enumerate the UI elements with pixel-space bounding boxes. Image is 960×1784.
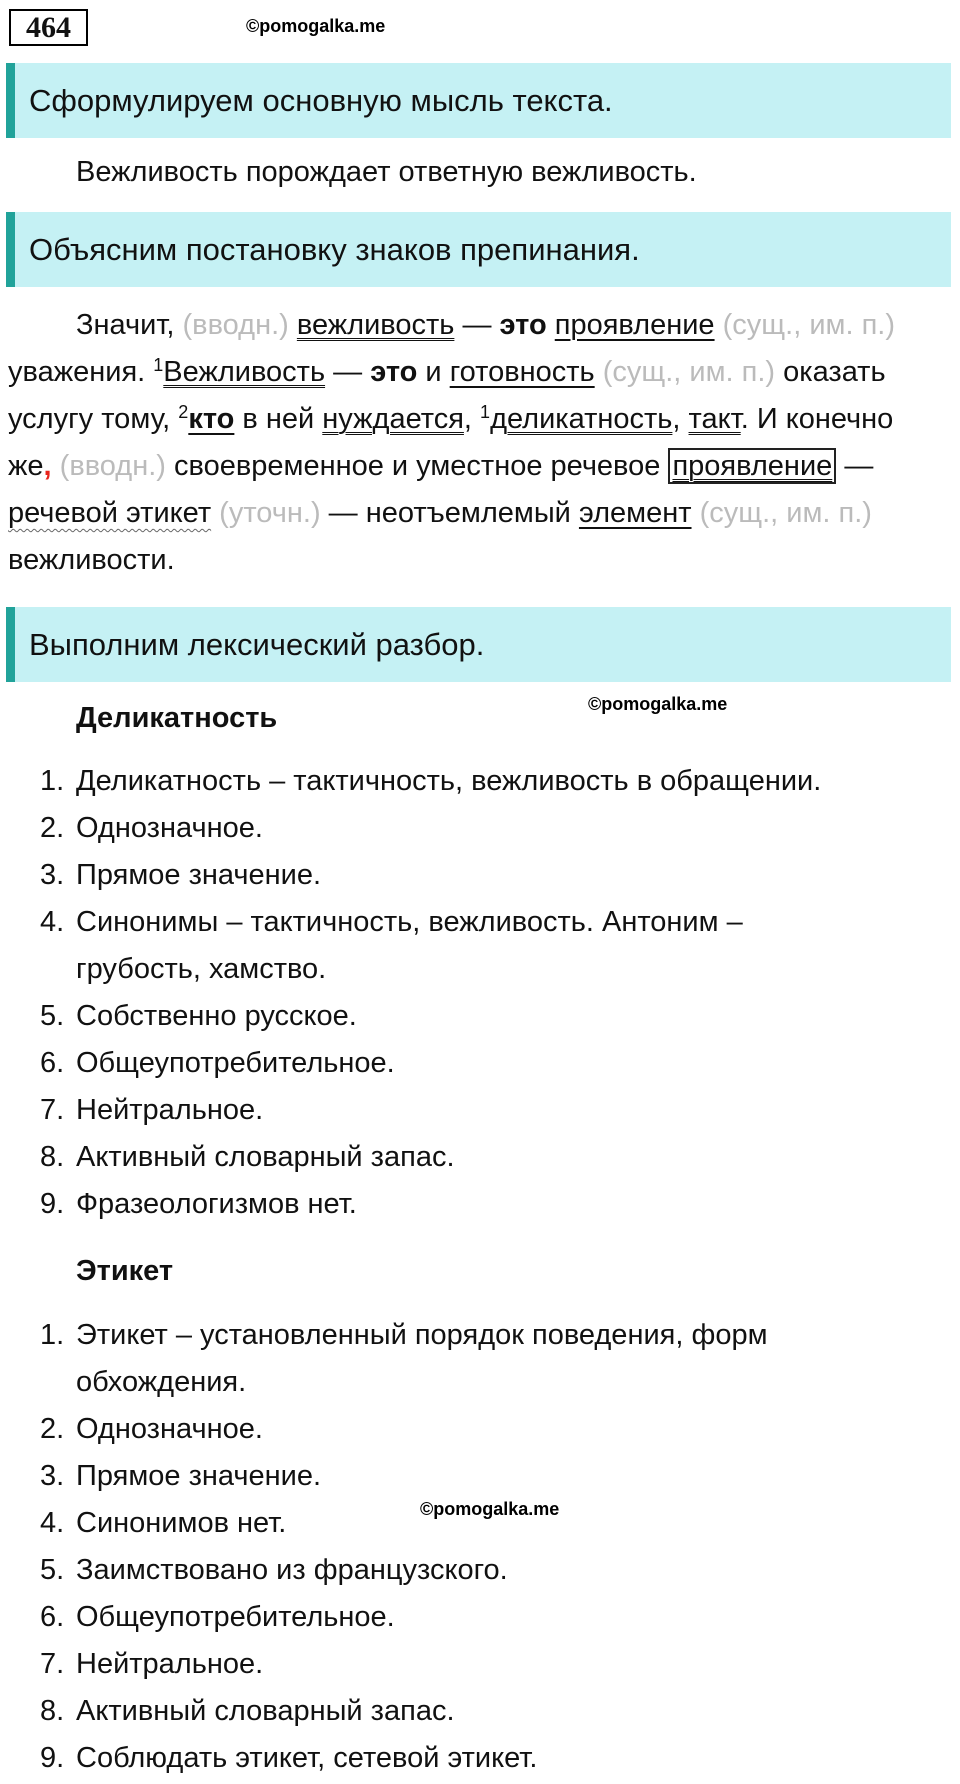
- predicate-word: такт: [688, 403, 741, 435]
- grammar-note: (сущ., им. п.): [699, 497, 872, 529]
- grammar-note: (вводн.): [182, 309, 289, 341]
- predicate-word: нуждается: [322, 403, 464, 435]
- grammar-note: (сущ., им. п.): [602, 356, 776, 388]
- predicate-word: деликатность: [490, 403, 673, 435]
- list-item: 5. Собственно русское.: [40, 1000, 357, 1032]
- word-title-delicacy: Деликатность: [76, 702, 278, 734]
- list-item: 2. Однозначное.: [40, 1413, 263, 1445]
- watermark: ©pomogalka.me: [420, 1499, 560, 1519]
- list-item: 1. Этикет – установленный порядок поведения, форм обхождения.: [40, 1319, 768, 1398]
- subject-word: элемент: [578, 497, 692, 529]
- word-title-etiquette: Этикет: [76, 1255, 174, 1287]
- clause-index: 1: [480, 402, 491, 422]
- list-item: 9. Соблюдать этикет, сетевой этикет.: [40, 1742, 538, 1774]
- section-header-main-thought: Сформулируем основную мысль текста.: [6, 63, 951, 138]
- watermark: ©pomogalka.me: [246, 16, 386, 36]
- highlighted-comma: ,: [43, 450, 52, 482]
- section-header-punctuation: Объясним постановку знаков препинания.: [6, 212, 951, 287]
- list-item: 8. Активный словарный запас.: [40, 1695, 455, 1727]
- clause-index: 2: [178, 402, 189, 422]
- subject-word: кто: [188, 403, 235, 435]
- list-item: 6. Общеупотребительное.: [40, 1601, 395, 1633]
- grammar-note: (вводн.): [59, 450, 166, 482]
- grammar-note: (сущ., им. п.): [722, 309, 895, 341]
- list-item: 6. Общеупотребительное.: [40, 1047, 395, 1079]
- list-item: 1. Деликатность – тактичность, вежливость в обращении.: [40, 765, 822, 797]
- subject-word: проявление: [554, 309, 715, 341]
- predicate-word: Вежливость: [163, 356, 326, 388]
- boxed-predicate-word: проявление: [668, 448, 836, 484]
- main-thought-text: Вежливость порождает ответную вежливость.: [76, 156, 697, 188]
- particle-word: это: [499, 309, 547, 341]
- lexical-list-etiquette: [40, 1312, 920, 1782]
- list-item: 8. Активный словарный запас.: [40, 1141, 455, 1173]
- apposition-word: речевой этикет: [8, 497, 212, 529]
- list-item: 5. Заимствовано из французского.: [40, 1554, 508, 1586]
- section-header-lexical: Выполним лексический разбор.: [6, 607, 951, 682]
- list-item: 4. Синонимы – тактичность, вежливость. Антоним – грубость, хамство.: [40, 906, 743, 985]
- grammar-note: (уточн.): [219, 497, 321, 529]
- list-item: 2. Однозначное.: [40, 812, 263, 844]
- list-item: 7. Нейтральное.: [40, 1648, 264, 1680]
- lexical-list-delicacy: [40, 758, 920, 1228]
- text-fragment: Значит,: [76, 309, 183, 341]
- particle-word: это: [370, 356, 418, 388]
- list-item: 9. Фразеологизмов нет.: [40, 1188, 357, 1220]
- list-item: 3. Прямое значение.: [40, 859, 322, 891]
- subject-word: готовность: [449, 356, 595, 388]
- list-item: 3. Прямое значение.: [40, 1460, 322, 1492]
- list-item: 7. Нейтральное.: [40, 1094, 264, 1126]
- task-number: 464: [9, 9, 88, 46]
- clause-index: 1: [153, 355, 164, 375]
- predicate-word: вежливость: [296, 309, 455, 341]
- list-item: 4. Синонимов нет.: [40, 1507, 287, 1539]
- syntax-analysis-paragraph: Значит, (вводн.) вежливость — это проявление (сущ., им. п.) уважения. $^1$Вежливость — это и готовность (сущ., им. п.) оказать услугу тому, $^2$кто в ней нуждается, $^1$деликатность, такт. И конечно же, (вводн.) своевременное и уместное речевое проявление — речевой этикет (уточн.) — неотъемлемый элемент (сущ., им. п.) вежливости.: [8, 309, 895, 576]
- watermark: ©pomogalka.me: [588, 694, 728, 714]
